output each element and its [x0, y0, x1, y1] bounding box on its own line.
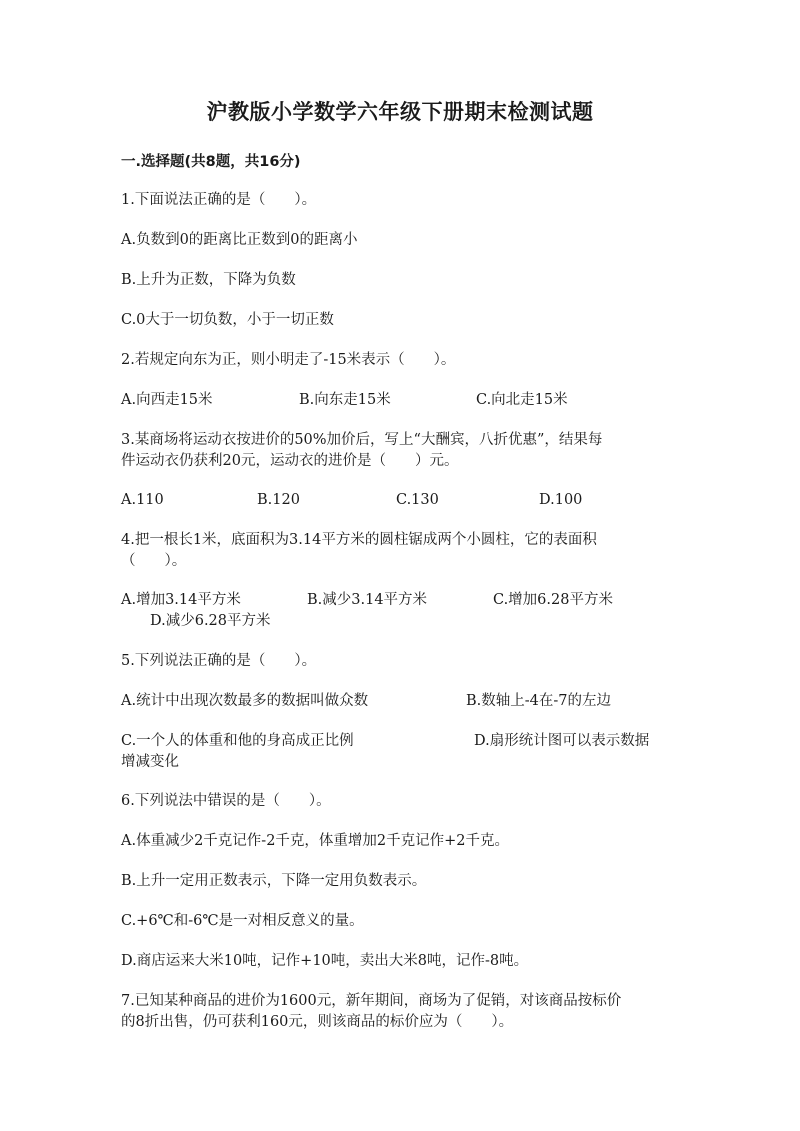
question-4-option-c: C.增加6.28平方米: [493, 592, 613, 608]
question-4-stem-line-2: （ ）。: [121, 553, 187, 569]
question-6-stem: 6.下列说法中错误的是（ ）。: [121, 793, 331, 809]
question-3-option-a: A.110: [121, 492, 164, 508]
question-3-option-d: D.100: [539, 492, 583, 508]
question-5-option-b: B.数轴上-4在-7的左边: [466, 693, 612, 709]
question-5-stem: 5.下列说法正确的是（ ）。: [121, 653, 317, 669]
question-7-stem-line-1: 7.已知某种商品的进价为1600元，新年期间，商场为了促销，对该商品按标价: [121, 993, 622, 1009]
question-2-option-a: A.向西走15米: [121, 392, 213, 408]
question-1-option-b: B.上升为正数，下降为负数: [121, 272, 296, 288]
question-5-option-d: D.扇形统计图可以表示数据: [474, 733, 650, 749]
question-4-stem-line-1: 4.把一根长1米，底面积为3.14平方米的圆柱锯成两个小圆柱，它的表面积: [121, 532, 597, 548]
question-2-stem: 2.若规定向东为正，则小明走了-15米表示（ ）。: [121, 352, 456, 368]
question-3-stem-line-1: 3.某商场将运动衣按进价的50%加价后，写上“大酬宾，八折优惠”，结果每: [121, 432, 603, 448]
question-6-option-b: B.上升一定用正数表示，下降一定用负数表示。: [121, 873, 427, 889]
question-5-option-a: A.统计中出现次数最多的数据叫做众数: [121, 693, 369, 709]
question-4-option-a: A.增加3.14平方米: [121, 592, 241, 608]
question-3-option-b: B.120: [257, 492, 300, 508]
question-1-stem: 1.下面说法正确的是（ ）。: [121, 192, 317, 208]
question-3-option-c: C.130: [396, 492, 439, 508]
question-4-option-b: B.减少3.14平方米: [307, 592, 428, 608]
question-2-option-c: C.向北走15米: [476, 392, 568, 408]
question-6-option-a: A.体重减少2千克记作-2千克，体重增加2千克记作+2千克。: [121, 833, 510, 849]
question-7-stem-line-2: 的8折出售，仍可获利160元，则该商品的标价应为（ ）。: [121, 1014, 514, 1030]
question-5-option-d-continued: 增减变化: [121, 754, 179, 770]
question-1-option-c: C.0大于一切负数，小于一切正数: [121, 312, 334, 328]
question-5-option-c: C.一个人的体重和他的身高成正比例: [121, 733, 354, 749]
question-6-option-d: D.商店运来大米10吨，记作+10吨，卖出大米8吨，记作-8吨。: [121, 953, 529, 969]
question-2-option-b: B.向东走15米: [299, 392, 391, 408]
question-6-option-c: C.+6℃和-6℃是一对相反意义的量。: [121, 913, 364, 929]
section-heading: 一.选择题(共8题，共16分): [121, 154, 301, 170]
question-4-option-d: D.减少6.28平方米: [150, 613, 271, 629]
question-1-option-a: A.负数到0的距离比正数到0的距离小: [121, 232, 358, 248]
question-3-stem-line-2: 件运动衣仍获利20元，运动衣的进价是（ ）元。: [121, 453, 459, 469]
page-title: 沪教版小学数学六年级下册期末检测试题: [206, 100, 594, 124]
